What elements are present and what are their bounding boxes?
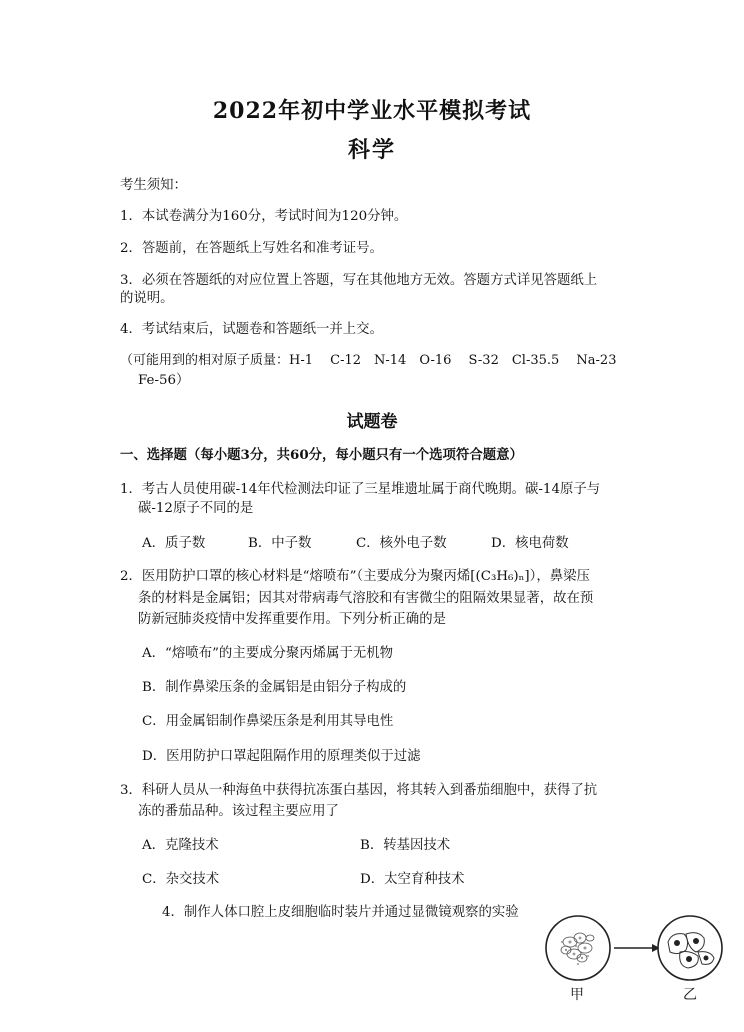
section-title: 试题卷: [346, 412, 398, 432]
notice-item: 3．必须在答题纸的对应位置上答题，写在其他地方无效。答题方式详见答题纸上: [120, 273, 598, 288]
notice-item: 4．考试结束后，试题卷和答题纸一并上交。: [120, 322, 383, 337]
atomic-mass-note: （可能用到的相对原子质量：H-1 C-12 N-14 O-16 S-32 Cl-35.5 Na-23: [120, 353, 617, 368]
q1-option-c: C．核外电子数: [356, 536, 447, 551]
q2-option-d: D．医用防护口罩起阻隔作用的原理类似于过滤: [142, 749, 421, 764]
q2-option-c: C．用金属铝制作鼻梁压条是利用其导电性: [142, 714, 394, 729]
part-heading: 一、选择题（每小题3分，共60分，每小题只有一个选项符合题意）: [120, 447, 523, 463]
figure-label-jia: 甲: [570, 987, 584, 1003]
q1-option-b: B．中子数: [248, 536, 312, 551]
notice-item: 的说明。: [120, 291, 174, 306]
question-3-line: 3．科研人员从一种海鱼中获得抗冻蛋白基因，将其转入到番茄细胞中，获得了抗: [120, 783, 598, 798]
question-1-line: 碳-12原子不同的是: [138, 501, 254, 516]
notice-heading: 考生须知：: [120, 178, 187, 193]
notice-item: 2．答题前，在答题纸上写姓名和准考证号。: [120, 241, 383, 256]
q1-option-a: A．质子数: [142, 536, 206, 551]
question-2-line: 条的材料是金属铝；因其对带病毒气溶胶和有害微尘的阻隔效果显著，故在预: [138, 591, 594, 606]
figure-label-yi: 乙: [683, 987, 697, 1003]
question-2-line: 防新冠肺炎疫情中发挥重要作用。下列分析正确的是: [138, 612, 446, 627]
q3-option-d: D．太空育种技术: [360, 872, 465, 887]
question-3-line: 冻的番茄品种。该过程主要应用了: [138, 804, 339, 819]
view-yi-circle: [658, 916, 722, 980]
q1-option-d: D．核电荷数: [491, 536, 569, 551]
q2-option-a: A．“熔喷布”的主要成分聚丙烯属于无机物: [142, 646, 394, 661]
exam-title: 2022年初中学业水平模拟考试: [212, 98, 532, 124]
microscope-figure: [540, 912, 730, 992]
q3-option-a: A．克隆技术: [142, 838, 219, 853]
subject-title: 科学: [347, 137, 396, 163]
question-4-line: 4．制作人体口腔上皮细胞临时装片并通过显微镜观察的实验: [162, 905, 519, 920]
q3-option-b: B．转基因技术: [360, 838, 451, 853]
question-1-line: 1．考古人员使用碳-14年代检测法印证了三星堆遗址属于商代晚期。碳-14原子与: [120, 482, 601, 497]
q3-option-c: C．杂交技术: [142, 872, 220, 887]
q2-option-b: B．制作鼻梁压条的金属铝是由铝分子构成的: [142, 680, 407, 695]
question-2-line: 2．医用防护口罩的核心材料是“熔喷布”（主要成分为聚丙烯[(C₃H₆)ₙ]），鼻梁压: [120, 569, 590, 584]
atomic-mass-note-cont: Fe-56）: [138, 373, 190, 388]
notice-item: 1．本试卷满分为160分，考试时间为120分钟。: [120, 209, 408, 224]
